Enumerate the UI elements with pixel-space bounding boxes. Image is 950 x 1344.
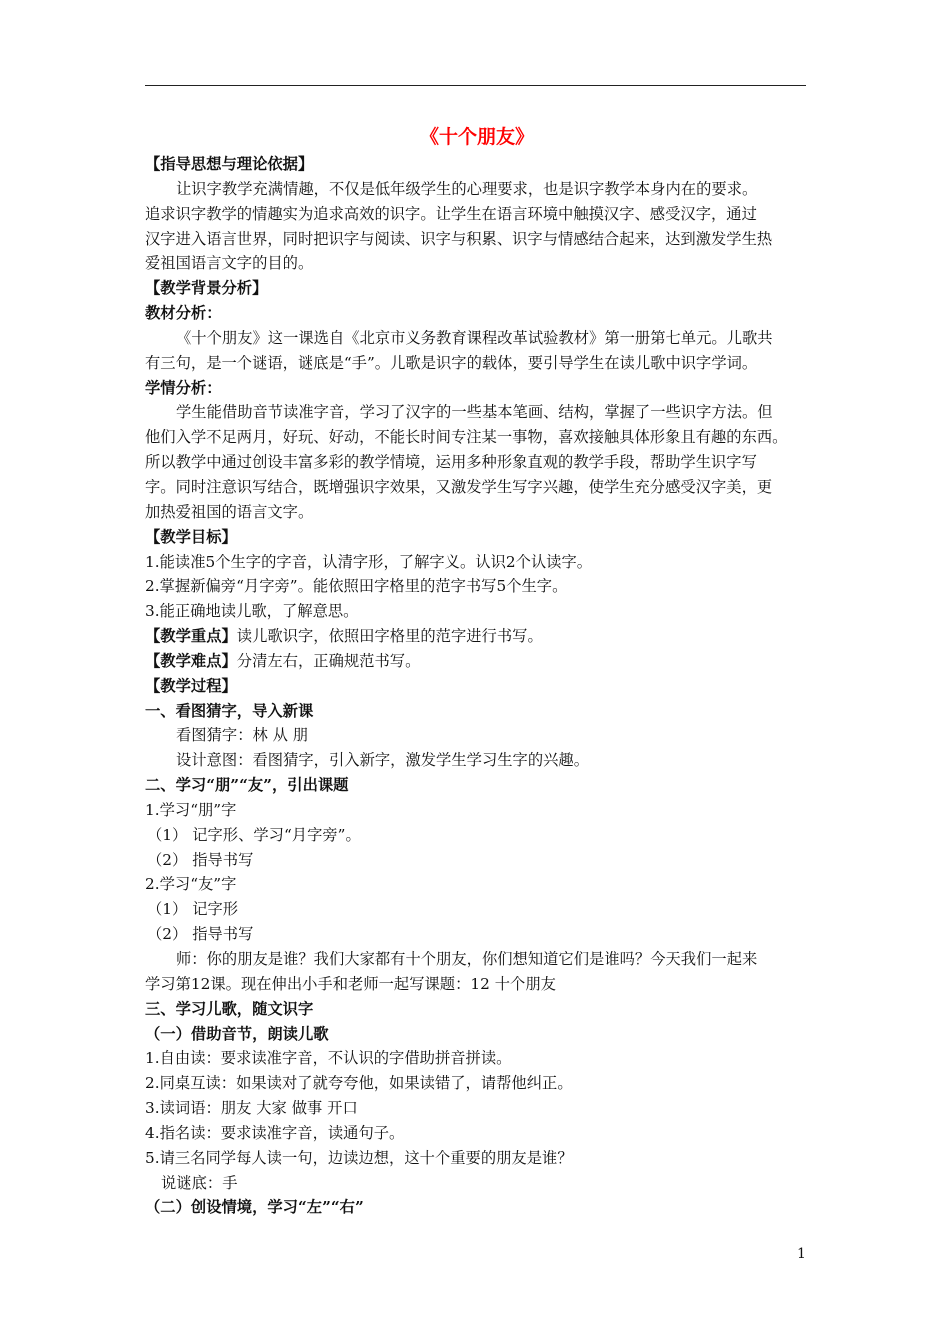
text-line: 1.自由读：要求读准字音，不认识的字借助拼音拼读。 xyxy=(145,1049,512,1068)
text-line: 5.请三名同学每人读一句，边读边想，这十个重要的朋友是谁？ xyxy=(145,1148,573,1167)
text-line: 【教学目标】 xyxy=(145,527,237,546)
document-body xyxy=(145,122,809,1220)
text-line: 一、看图猜字，导入新课 xyxy=(145,701,314,720)
text-line: 4.指名读：要求读准字音，读通句子。 xyxy=(145,1123,405,1142)
text-line: （一）借助音节，朗读儿歌 xyxy=(145,1024,329,1043)
text-line: 2.同桌互读：如果读对了就夸夸他，如果读错了，请帮他纠正。 xyxy=(145,1074,573,1093)
text-line: （2） 指导书写 xyxy=(147,850,254,869)
line-label: 【教学难点】 xyxy=(145,651,237,670)
text-line: （1） 记字形、学习“月字旁”。 xyxy=(147,825,361,844)
text-line: 2.掌握新偏旁“月字旁”。能依照田字格里的范字书写5个生字。 xyxy=(145,577,568,596)
line-text: 读儿歌识字，依照田字格里的范字进行书写。 xyxy=(236,627,543,646)
text-line: 【教学背景分析】 xyxy=(145,279,268,298)
text-line: 2.学习“友”字 xyxy=(145,875,237,894)
text-line: 有三句，是一个谜语，谜底是“手”。儿歌是识字的载体，要引导学生在读儿歌中识字学词。 xyxy=(145,353,758,372)
text-line xyxy=(145,624,809,649)
text-line: 二、学习“朋”“友”，引出课题 xyxy=(145,776,349,795)
text-line: 师：你的朋友是谁？我们大家都有十个朋友，你们想知道它们是谁吗？今天我们一起来 xyxy=(176,950,758,968)
text-line: 【教学过程】 xyxy=(145,676,237,695)
text-line: 1.学习“朋”字 xyxy=(145,800,237,819)
text-line: 学情分析： xyxy=(145,378,222,397)
text-line: 3.读词语：朋友 大家 做事 开口 xyxy=(145,1099,358,1118)
text-line: 说谜底：手 xyxy=(161,1173,238,1192)
text-line xyxy=(145,649,809,674)
text-line: （二）创设情境，学习“左”“右” xyxy=(145,1198,364,1217)
text-line: 看图猜字：林 从 朋 xyxy=(176,726,309,745)
text-line: 追求识字教学的情趣实为追求高效的识字。让学生在语言环境中触摸汉字、感受汉字，通过 xyxy=(145,204,757,223)
header-rule xyxy=(145,85,806,86)
text-line: 学习第12课。现在伸出小手和老师一起写课题：12 十个朋友 xyxy=(145,974,556,993)
text-line: 【指导思想与理论依据】 xyxy=(145,155,314,173)
text-line: 学生能借助音节读准字音，学习了汉字的一些基本笔画、结构，掌握了一些识字方法。但 xyxy=(176,403,773,422)
text-line: 三、学习儿歌，随文识字 xyxy=(145,999,314,1018)
text-line: 汉字进入语言世界，同时把识字与阅读、识字与积累、识字与情感结合起来，达到激发学生热 xyxy=(145,229,773,248)
text-line: 1.能读准5个生字的字音，认清字形，了解字义。认识2个认读字。 xyxy=(145,552,593,571)
text-line: 3.能正确地读儿歌，了解意思。 xyxy=(145,602,359,621)
text-line: 让识字教学充满情趣，不仅是低年级学生的心理要求，也是识字教学本身内在的要求。 xyxy=(176,179,758,198)
text-line: 设计意图：看图猜字，引入新字，激发学生学习生字的兴趣。 xyxy=(176,751,590,770)
text-line: 所以教学中通过创设丰富多彩的教学情境，运用多种形象直观的教学手段，帮助学生识字写 xyxy=(145,453,757,472)
text-line: 教材分析： xyxy=(145,304,222,323)
text-line: 他们入学不足两月，好玩、好动，不能长时间专注某一事物，喜欢接触具体形象且有趣的东西。 xyxy=(145,428,788,447)
text-line: 加热爱祖国的语言文字。 xyxy=(145,502,314,521)
line-label: 【教学重点】 xyxy=(145,627,237,646)
document-lines xyxy=(145,152,809,1220)
text-line: 《十个朋友》这一课选自《北京市义务教育课程改革试验教材》第一册第七单元。儿歌共 xyxy=(176,328,773,347)
page-number: 1 xyxy=(797,1246,806,1262)
text-line: 爱祖国语言文字的目的。 xyxy=(145,254,314,273)
text-line: （1） 记字形 xyxy=(147,900,239,919)
text-line: 字。同时注意识写结合，既增强识字效果，又激发学生写字兴趣，使学生充分感受汉字美，更 xyxy=(145,477,773,496)
line-text: 分清左右，正确规范书写。 xyxy=(236,651,421,670)
document-title: 《十个朋友》 xyxy=(419,126,534,148)
text-line: （2） 指导书写 xyxy=(147,925,254,944)
